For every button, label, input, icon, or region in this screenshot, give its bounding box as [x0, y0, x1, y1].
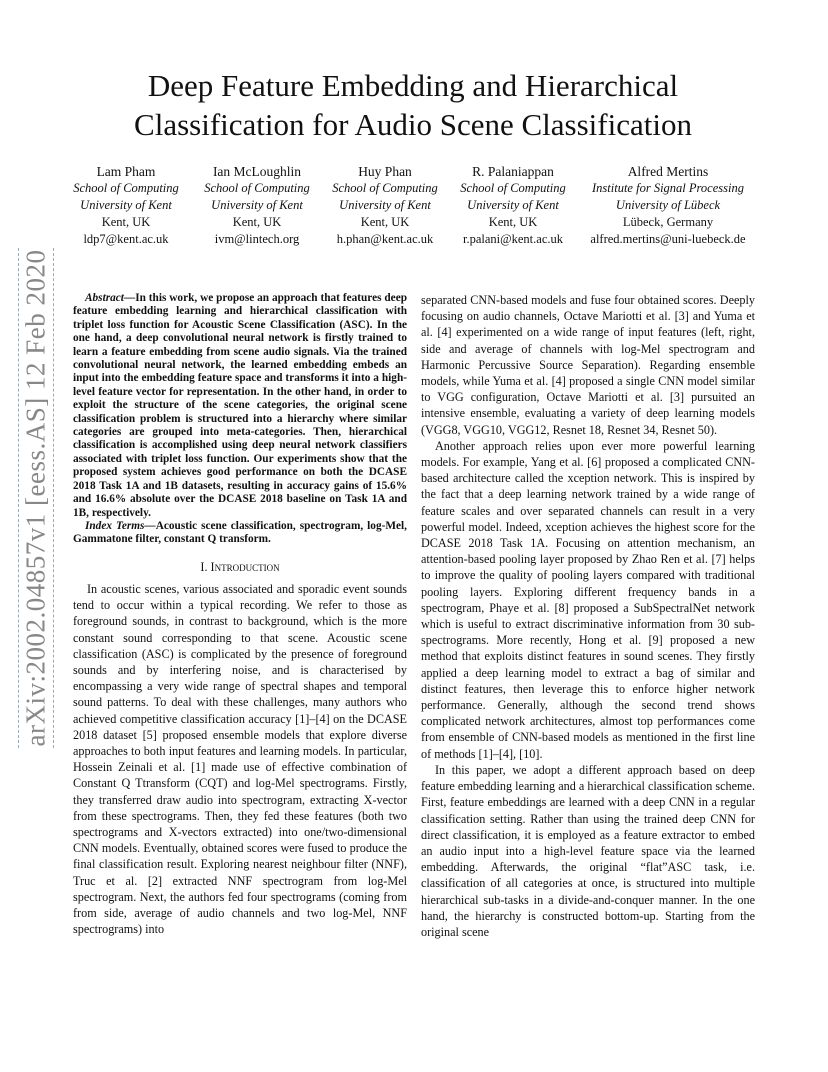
author-4: [580, 163, 756, 248]
section-heading-introduction: I. Introduction: [200, 559, 280, 574]
author-affiliation: School of Computing: [460, 181, 566, 195]
title-line-1: Deep Feature Embedding and Hierarchical: [147, 68, 679, 103]
paper-title: [70, 66, 756, 144]
index-terms: [73, 520, 407, 547]
author-institution: University of Kent: [339, 198, 431, 212]
author-email: alfred.mertins@uni-luebeck.de: [590, 232, 746, 246]
body-paragraph: Another approach relies upon ever more powerful learning models. For example, Yang et al. [6] proposed a complicated CNN-based architecture called the xception network. This is inspired by the fact that a deep learning network trained by a wide range of feature scales and over separated channels can result in a very powerful model. Indeed, xception achieves the highest score for the DCASE 2018 Task 1A. Focusing on attention mechanism, an attention-based pooling layer proposed by Zhao Ren et al. [7] helps to improve the quality of pooling layers compared with traditional pooling layers. Exploring different frequency bands in a spectrogram, Phaye et al. [8] proposed a SubSpectralNet network which is useful to extract discriminative information from 30 sub-spectrograms. More recently, Hong et al. [9] proposed a new method that exploits distinct features in sound scenes. They firstly applied a deep learning model to extract a bag of similar and distinct features, then leverage this to enforce higher network performance. Generally, although the second trend shows complicated network architectures, almost top performances come from ensemble of CNN-based models as mentioned in the first line of methods [1]–[4], [10].: [421, 438, 755, 761]
abstract-text: In this work, we propose an approach that features deep feature embedding learning and hierarchical classification with triplet loss function for Acoustic Scene Classification (ASC). In the one hand, a deep convolutional neural network is firstly trained to learn a feature embedding from scene audio signals. Via the trained convolutional neural network, the learned embedding embeds an input into the embedding feature space and transforms it into a high-level feature vector for representation. In the other hand, in order to exploit the structure of the scene categories, the original scene classification problem is structured into a hierarchy where similar categories are grouped into meta-categories. Then, hierarchical classification is accomplished using deep neural network classifiers associated with triplet loss function. Our experiments show that the proposed system achieves good performance on both the DCASE 2018 Task 1A and 1B datasets, resulting in accuracy gains of 15.6% and 16.6% absolute over the DCASE 2018 baseline on Task 1A and 1B, respectively.: [73, 292, 407, 519]
author-location: Kent, UK: [488, 215, 538, 229]
author-affiliation: School of Computing: [204, 181, 310, 195]
author-institution: University of Kent: [467, 198, 559, 212]
arxiv-sidebar-stamp: [16, 248, 56, 748]
author-affiliation: Institute for Signal Processing: [592, 181, 744, 195]
author-location: Kent, UK: [360, 215, 410, 229]
author-affiliation: School of Computing: [332, 181, 438, 195]
abstract-label: Abstract—: [85, 292, 136, 304]
author-name: Ian McLoughlin: [212, 164, 302, 179]
body-paragraph: In acoustic scenes, various associated and sporadic event sounds tend to occur within a typical recording. We refer to those as foreground sounds, in contrast to background, which is the more constant sound corresponding to that scene. Acoustic scene classification (ASC) is complicated by the presence of foreground sounds and by interfering noise, and is characterised by encompassing a very wide range of spectral shapes and temporal sound patterns. To deal with these challenges, many authors who achieved competitive classification accuracy [1]–[4] on the DCASE 2018 dataset [5] proposed ensemble models that explore diverse approaches to both input features and learning models. In particular, Hossein Zeinali et al. [1] made use of effective combination of Constant Q Ttransform (CQT) and log-Mel spectrograms. Firstly, they transferred draw audio into spectrogram, extracting X-vector from these spectrograms. Then, they fed these features (both two spectrograms and X-vectors extracted) into one/two-dimensional CNN models. Eventually, obtained scores were fused to produce the final classification result. Exploring nearest neighbour filter (NNF), Truc et al. [2] extracted NNF spectrogram from log-Mel spectrogram. Next, the authors fed four spectrograms (coming from from side, average of audio channels and two log-Mel, NNF spectrograms) into: [73, 581, 407, 937]
author-email: ivm@lintech.org: [214, 232, 300, 246]
author-block: [70, 163, 770, 253]
author-email: r.palani@kent.ac.uk: [462, 232, 564, 246]
left-column: [73, 292, 407, 937]
body-paragraph: separated CNN-based models and fuse four obtained scores. Deeply focusing on audio channels, Octave Mariotti et al. [3] and Yuma et al. [4] experimented on a wide range of input features (left, right, side and average of channels with log-Mel spectrogram and Harmonic Percussive Source Separation). Regarding ensemble models, while Yuma et al. [4] proposed a single CNN model similar to VGG configuration, Octave Mariotti et al. [3] pursuited an intensive ensemble, evaluating a variety of deep learning models (VGG8, VGG10, VGG12, Resnet 18, Resnet 34, Resnet 50).: [421, 293, 755, 437]
body-paragraph: In this paper, we adopt a different approach based on deep feature embedding learning and a hierarchical classification scheme. First, feature embeddings are learned with a deep CNN in a regular classification setting. Rather than using the trained deep CNN for direct classification, it is employed as a feature extractor to embed an audio input into a high-level feature space via the learned embedding. Afterwards, the original “flat”ASC task, i.e. classification of all categories at once, is structured into multiple hierarchical sub-tasks in a divide-and-conquer manner. In the one hand, the hierarchy is constructed bottom-up. Starting from the original scene: [421, 762, 755, 939]
author-institution: University of Kent: [80, 198, 172, 212]
author-location: Kent, UK: [232, 215, 282, 229]
author-email: h.phan@kent.ac.uk: [336, 232, 434, 246]
index-terms-label: Index Terms—: [85, 519, 156, 532]
abstract: [73, 292, 407, 520]
author-email: ldp7@kent.ac.uk: [83, 232, 169, 246]
author-1: [198, 163, 316, 248]
author-2: [326, 163, 444, 248]
author-affiliation: School of Computing: [73, 181, 179, 195]
index-terms-text: Acoustic scene classification, spectrogram, log-Mel, Gammatone filter, constant Q transform.: [73, 519, 407, 546]
author-location: Lübeck, Germany: [622, 215, 714, 229]
author-0: [70, 163, 182, 248]
author-name: Lam Pham: [96, 164, 156, 179]
author-institution: University of Lübeck: [615, 198, 721, 212]
author-name: Alfred Mertins: [627, 164, 709, 179]
author-location: Kent, UK: [101, 215, 151, 229]
author-3: [454, 163, 572, 248]
author-institution: University of Kent: [211, 198, 303, 212]
title-line-2: Classification for Audio Scene Classification: [134, 107, 692, 142]
author-name: R. Palaniappan: [472, 164, 554, 179]
arxiv-identifier: arXiv:2002.04857v1 [eess.AS] 12 Feb 2020: [20, 249, 51, 747]
author-name: Huy Phan: [358, 164, 412, 179]
right-column: [421, 292, 755, 940]
